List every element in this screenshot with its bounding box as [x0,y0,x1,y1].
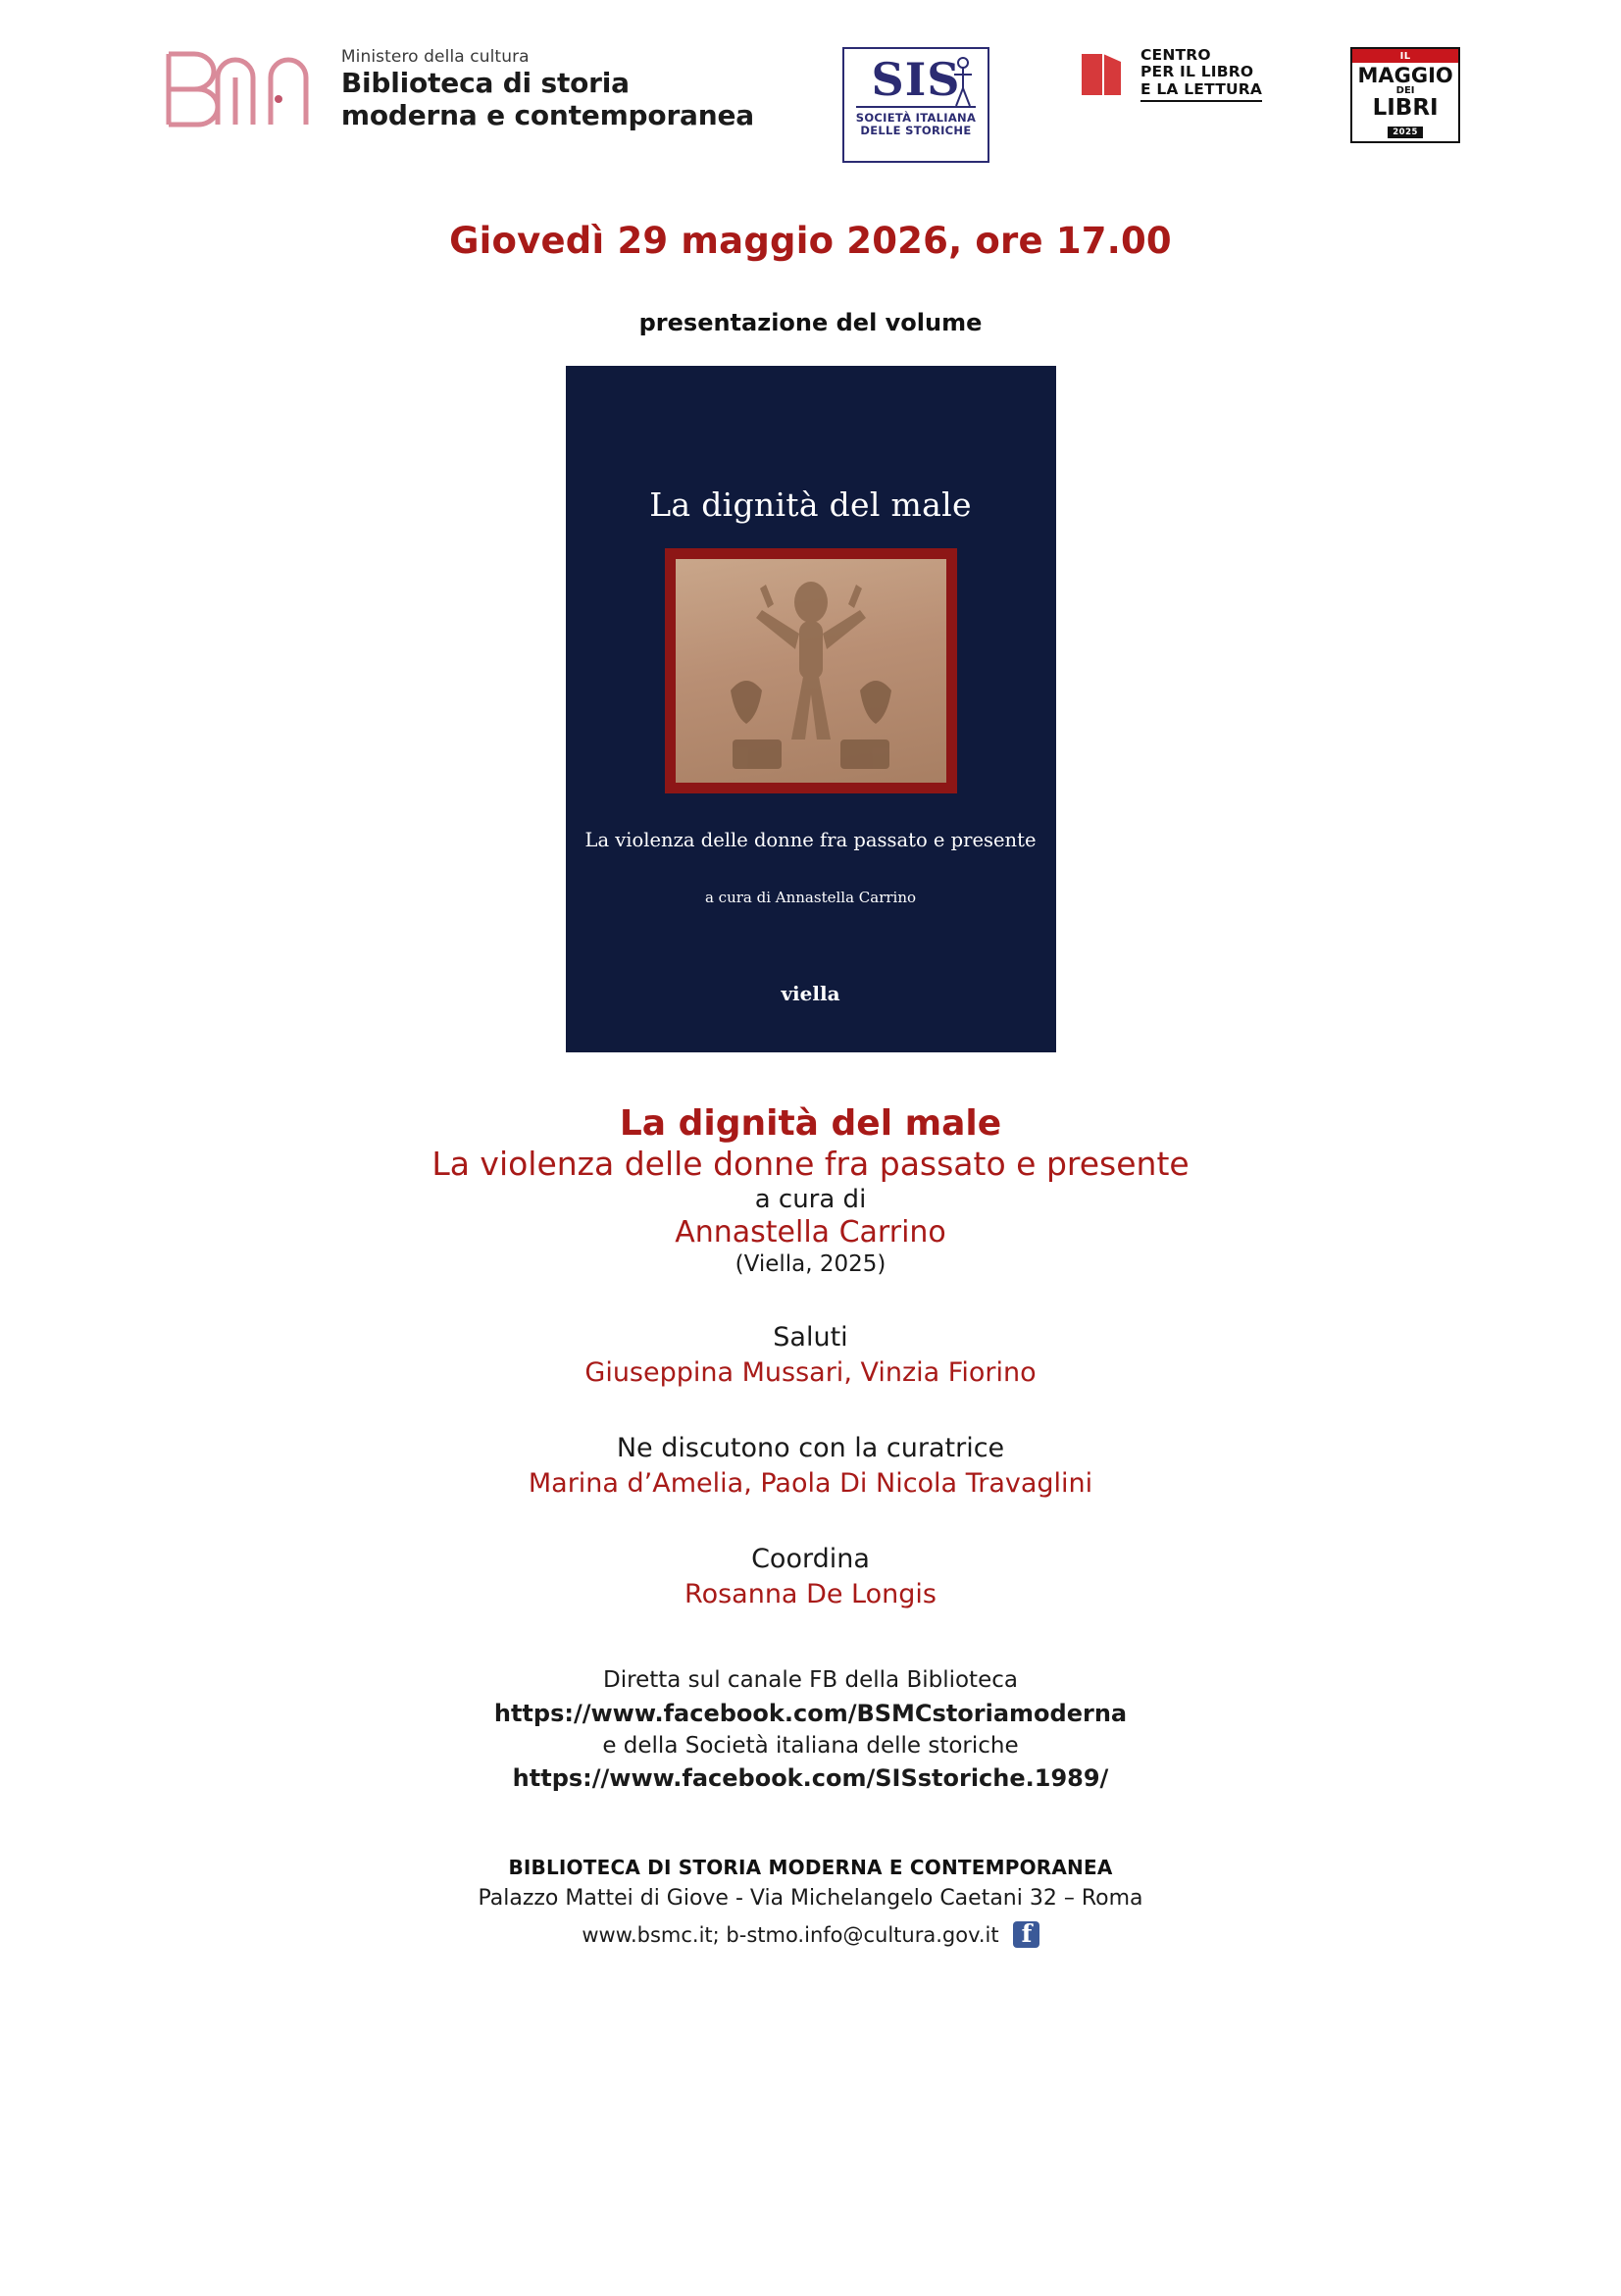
footer [0,1856,1621,1948]
maggio-dei-libri-logo [1350,47,1460,143]
maggio-top-label: IL [1352,49,1458,63]
sis-logo [842,47,989,163]
streaming-line1: Diretta sul canale FB della Biblioteca [603,1666,1018,1693]
footer-contact-text[interactable]: www.bsmc.it; b-stmo.info@cultura.gov.it [582,1922,999,1947]
relief-figure-icon [713,567,909,777]
footer-address: Palazzo Mattei di Giove - Via Michelangelo Caetani 32 – Roma [478,1886,1143,1912]
cover-artwork [676,559,946,783]
streaming-info [0,1664,1621,1795]
cepell-logo [1078,47,1262,102]
main-content [0,220,1621,1948]
cepell-wordmark [1140,47,1262,102]
discussants-names: Marina d’Amelia, Paola Di Nicola Travaglini [528,1467,1093,1499]
cover-editor: a cura di Annastella Carrino [704,889,917,906]
footer-institution: BIBLIOTECA DI STORIA MODERNA E CONTEMPORANEA [508,1856,1113,1880]
bsmc-logo [161,47,754,131]
sis-figure-icon [948,55,978,110]
coordinator-label: Coordina [751,1543,870,1574]
cover-publisher: viella [781,982,840,1005]
cepell-line3: E LA LETTURA [1140,79,1263,98]
streaming-line2: e della Società italiana delle storiche [602,1732,1019,1759]
cover-title: La dignità del male [649,485,972,524]
bsmc-line2: moderna e contemporanea [340,99,754,132]
bsmc-monogram-icon [161,48,326,130]
maggio-line2: DEI [1395,85,1415,97]
facebook-link-bsmc[interactable]: https://www.facebook.com/BSMCstoriamoderna [493,1699,1128,1727]
saluti-names: Giuseppina Mussari, Vinzia Fiorino [584,1356,1037,1388]
cepell-book-icon [1078,48,1131,101]
sis-line2: DELLE STORICHE [860,124,972,138]
logo-bar [0,0,1621,163]
sis-line1: SOCIETÀ ITALIANA [855,111,977,125]
facebook-icon[interactable] [1013,1921,1039,1948]
bsmc-line1: Biblioteca di storia [340,67,630,100]
maggio-line1: MAGGIO [1357,64,1453,87]
bsmc-wordmark [341,47,754,131]
cepell-line1: CENTRO [1140,46,1211,64]
discussants-label: Ne discutono con la curatrice [616,1432,1005,1463]
ministero-label: Ministero della cultura [340,47,530,67]
cover-artwork-frame [665,548,957,793]
sis-acronym: SIS [871,53,961,106]
editor-label: a cura di [754,1184,867,1214]
cepell-underline [1140,100,1262,102]
credits-block-coordinator [0,1544,1621,1609]
maggio-line3: LIBRI [1372,95,1439,122]
maggio-year: 2025 [1388,127,1423,138]
cover-subtitle: La violenza delle donne fra passato e presente [584,829,1037,851]
presentation-label: presentazione del volume [638,309,983,336]
saluti-label: Saluti [773,1321,848,1352]
publisher-year: (Viella, 2025) [735,1250,886,1277]
book-cover-image [566,366,1056,1052]
facebook-link-sis[interactable]: https://www.facebook.com/SISstoriche.1989/ [512,1764,1109,1793]
coordinator-name: Rosanna De Longis [684,1578,937,1609]
footer-contact-row [0,1921,1621,1948]
credits-block-saluti [0,1322,1621,1388]
book-subtitle: La violenza delle donne fra passato e presente [431,1145,1190,1183]
book-title: La dignità del male [619,1103,1002,1144]
editor-name: Annastella Carrino [675,1214,946,1250]
credits-block-discussants [0,1433,1621,1499]
event-date: Giovedì 29 maggio 2026, ore 17.00 [449,220,1172,262]
cepell-line2: PER IL LIBRO [1140,63,1254,81]
book-cover-wrapper [0,366,1621,1052]
